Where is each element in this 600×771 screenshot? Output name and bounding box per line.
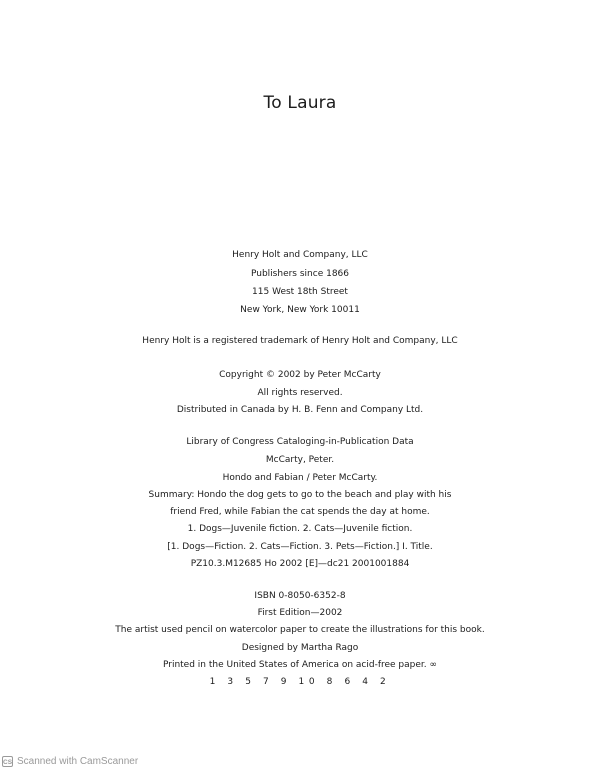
copyright-notice: Copyright © 2002 by Peter McCarty <box>219 370 381 380</box>
trademark-notice: Henry Holt is a registered trademark of Henry Holt and Company, LLC <box>142 336 458 346</box>
edition: First Edition—2002 <box>257 608 343 618</box>
dedication: To Laura <box>263 93 337 113</box>
printed-notice: Printed in the United States of America on acid-free paper. ∞ <box>162 660 437 670</box>
publisher-name: Henry Holt and Company, LLC <box>232 250 368 260</box>
cip-title: Hondo and Fabian / Peter McCarty. <box>222 473 378 483</box>
cip-subjects-1: 1. Dogs—Juvenile fiction. 2. Cats—Juvenile fiction. <box>187 524 413 534</box>
publisher-street: 115 West 18th Street <box>252 287 348 297</box>
cip-classification: PZ10.3.M12685 Ho 2002 [E]—dc21 2001001884 <box>190 559 410 569</box>
cip-subjects-2: [1. Dogs—Fiction. 2. Cats—Fiction. 3. Pets—Fiction.] I. Title. <box>167 542 433 552</box>
cip-author: McCarty, Peter. <box>265 455 335 465</box>
distribution-notice: Distributed in Canada by H. B. Fenn and Company Ltd. <box>176 405 424 415</box>
camscanner-text: Scanned with CamScanner <box>17 755 139 767</box>
cip-summary-1: Summary: Hondo the dog gets to go to the beach and play with his <box>148 490 452 500</box>
cip-summary-2: friend Fred, while Fabian the cat spends the day at home. <box>170 507 430 517</box>
publisher-city: New York, New York 10011 <box>240 305 360 315</box>
cip-heading: Library of Congress Cataloging-in-Publication Data <box>186 437 414 447</box>
rights-reserved: All rights reserved. <box>257 388 343 398</box>
camscanner-watermark <box>2 754 138 768</box>
printing-sequence: 1 3 5 7 9 10 8 6 4 2 <box>209 677 391 687</box>
isbn: ISBN 0-8050-6352-8 <box>254 591 346 601</box>
publisher-since: Publishers since 1866 <box>250 269 349 279</box>
designer-credit: Designed by Martha Rago <box>241 643 359 653</box>
artist-note: The artist used pencil on watercolor paper to create the illustrations for this book. <box>115 625 485 635</box>
camscanner-logo-icon: CS <box>2 756 13 767</box>
